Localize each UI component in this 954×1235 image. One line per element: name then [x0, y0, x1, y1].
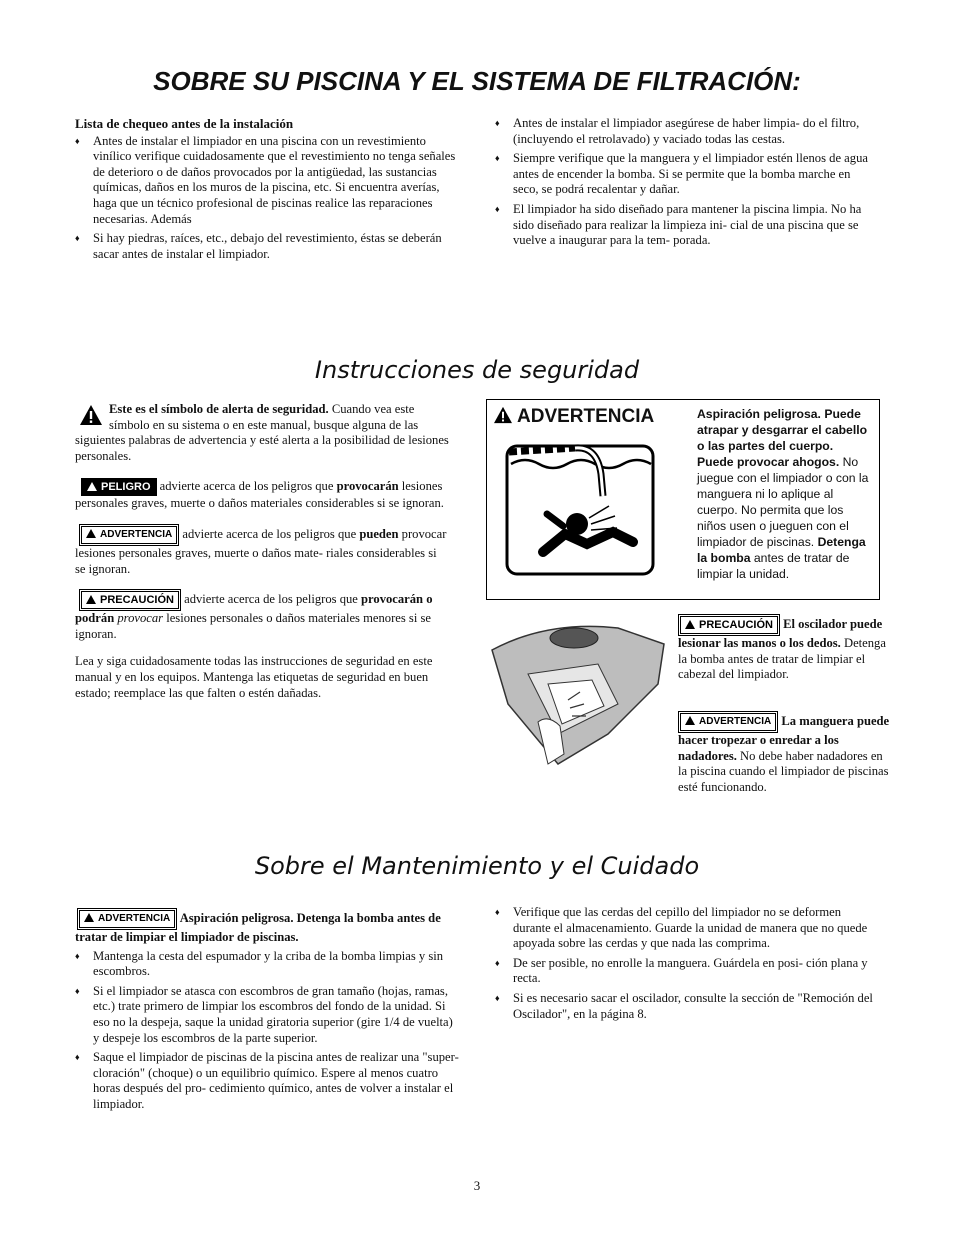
warning-triangle-icon: [84, 913, 94, 922]
advertencia-label: ADVERTENCIA: [100, 528, 173, 540]
warnbox-bold-2: Detenga la bomba: [697, 535, 866, 565]
advertencia-badge: [77, 908, 177, 930]
warnbox-body-2: antes de tratar de limpiar la unidad.: [697, 551, 850, 581]
maintenance-left-column: [75, 908, 460, 1117]
cleaner-head-illustration: [488, 614, 668, 774]
warnbox-header-label: ADVERTENCIA: [517, 406, 655, 427]
list-item: ♦ Saque el limpiador de piscinas de la piscina antes de realizar una "super-cloración" (choque) o un equilibrio químico. Espere al menos cuatro horas después del pro- cedimiento químico, antes de volver a instalar el limpiador.: [75, 1050, 460, 1112]
maintenance-warning: [75, 908, 460, 946]
checklist-left-column: [75, 116, 460, 266]
hose-warning: [678, 711, 890, 795]
page-number: 3: [473, 1178, 481, 1193]
maintenance-right-column: [495, 905, 875, 1026]
oscillator-caution: [678, 614, 890, 683]
advertencia-warning-box: [486, 399, 880, 600]
list-item: ♦ Siempre verifique que la manguera y el limpiador estén llenos de agua antes de encender la bomba. Si se permite que la bomba marche en seco, se podrá recalentar y dañar.: [495, 151, 875, 198]
checklist-right-column: [495, 116, 875, 253]
hose-label: ADVERTENCIA: [699, 716, 772, 727]
precaucion-label: PRECAUCIÓN: [100, 594, 174, 607]
checklist-subtitle: Lista de chequeo antes de la instalación: [75, 116, 294, 131]
peligro-bold: provocarán: [336, 479, 399, 494]
hose-text: No debe haber nadadores en la piscina cuando el limpiador de piscinas esté funcionando.: [678, 748, 889, 794]
warnbox-body: No juegue con el limpiador o con la manguera ni lo aplique al cuerpo. No permita que los niños usen o jueguen con el limpiador de piscinas.: [697, 455, 869, 549]
precaucion-bold: provocarán o podrán: [75, 592, 433, 626]
list-item: ♦ Antes de instalar el limpiador en una piscina con un revestimiento vinílico verifique cuidadosamente que el revestimiento no tenga señales de deterioro o de daños provocados por la antigüedad, las sustancias químicas, daños en los muros de la piscina, etc. Si encuentra averías, haga que un técnico profesional de piscinas realice las reparaciones necesarias. Además: [75, 134, 460, 228]
warning-triangle-icon: [87, 482, 97, 491]
peligro-text-2: lesiones personales graves, muerte o daños materiales considerables si se ignoran.: [75, 479, 444, 511]
peligro-label: PELIGRO: [101, 481, 151, 494]
advertencia-badge: [678, 711, 778, 733]
osc-text: Detenga la bomba antes de tratar de limpiar el cabezal del limpiador.: [678, 636, 886, 681]
precaucion-text: advierte acerca de los peligros que: [180, 592, 362, 607]
advertencia-text: advierte acerca de los peligros que: [179, 526, 360, 541]
advertencia-badge: [79, 524, 179, 546]
peligro-paragraph: [75, 478, 450, 512]
advertencia-text-2: provocar lesiones personales graves, muerte o daños mate- riales considerables si se ignoran.: [75, 526, 447, 576]
warnbox-text: [697, 406, 872, 582]
list-item: ♦ Si hay piedras, raíces, etc., debajo del revestimiento, éstas se deberán sacar antes de instalar el limpiador.: [75, 231, 460, 262]
precaucion-badge: [79, 589, 181, 611]
precaucion-badge: [678, 614, 780, 636]
alert-triangle-icon: [79, 404, 103, 426]
precaucion-text-2: lesiones personales o daños materiales menores si se ignoran.: [75, 611, 431, 641]
peligro-text: advierte acerca de los peligros que: [156, 479, 337, 494]
maint-warn-text: Aspiración peligrosa. Detenga la bomba antes de tratar de limpiar el limpiador de piscinas.: [75, 910, 441, 944]
list-item: ♦ Antes de instalar el limpiador asegúrese de haber limpia- do el filtro, (incluyendo el retrolavado) y vaciado todas las cestas.: [495, 116, 875, 147]
list-item: ♦ Verifique que las cerdas del cepillo del limpiador no se deformen durante el almacenamiento. Guarde la unidad de manera que no quede apoyada sobre las cerdas y que nada las comprima.: [495, 905, 875, 952]
hose-bold: La manguera puede hacer tropezar o enredar a los nadadores.: [678, 713, 890, 763]
warning-triangle-icon: [685, 716, 695, 725]
list-item: ♦ Si el limpiador se atasca con escombros de gran tamaño (hojas, ramas, etc.) trate primero de limpiar los escombros del fondo de la unidad. Si eso no la despeja, saque la unidad giratoria superior (gire 1/4 de vuelta) y despeje los escombros de la parte superior.: [75, 984, 460, 1046]
precaucion-paragraph: [75, 589, 450, 642]
drowning-hazard-icon: [505, 444, 655, 576]
safety-left-column: [75, 402, 450, 711]
alert-triangle-icon: [493, 406, 513, 424]
warning-triangle-icon: [86, 595, 96, 604]
precaucion-italic: provocar: [114, 611, 164, 626]
alert-text: Cuando vea este símbolo en su sistema o en este manual, busque alguna de las siguientes palabras de advertencia y esté alerta a la posibilidad de lesiones personales.: [75, 402, 449, 463]
section-title-safety: Instrucciones de seguridad: [314, 356, 640, 384]
warnbox-header: [493, 406, 654, 428]
closing-paragraph: Lea y siga cuidadosamente todas las instrucciones de seguridad en este manual y en los equipos. Mantenga las etiquetas de seguridad en buen estado; reemplace las que falten o estén dañadas.: [75, 654, 433, 700]
warnbox-bold: Aspiración peligrosa. Puede atrapar y desgarrar el cabello o las partes del cuerpo. Puede provocar ahogos.: [697, 407, 868, 469]
list-item: ♦ Mantenga la cesta del espumador y la criba de la bomba limpias y sin escombros.: [75, 949, 460, 980]
peligro-badge: [81, 478, 157, 496]
osc-label: PRECAUCIÓN: [699, 619, 773, 631]
section-title-pool: SOBRE SU PISCINA Y EL SISTEMA DE FILTRACIÓN:: [153, 66, 801, 96]
list-item: ♦ Si es necesario sacar el oscilador, consulte la sección de "Remoción del Oscilador", en la página 8.: [495, 991, 875, 1022]
warning-triangle-icon: [685, 620, 695, 629]
list-item: ♦ El limpiador ha sido diseñado para mantener la piscina limpia. No ha sido diseñado para realizar la limpieza ini- cial de una piscina que se vuelve a inaugurar para la tem- porada.: [495, 202, 875, 249]
alert-paragraph: [75, 402, 450, 464]
list-item: ♦ De ser posible, no enrolle la manguera. Guárdela en posi- ción plana y recta.: [495, 956, 875, 987]
advertencia-bold: pueden: [359, 526, 399, 541]
maint-warn-label: ADVERTENCIA: [98, 913, 171, 924]
advertencia-paragraph: [75, 524, 450, 577]
alert-bold: Este es el símbolo de alerta de seguridad.: [109, 402, 329, 416]
osc-bold: El oscilador puede lesionar las manos o los dedos.: [678, 616, 883, 650]
warning-triangle-icon: [86, 529, 96, 538]
section-title-maintenance: Sobre el Mantenimiento y el Cuidado: [254, 852, 700, 880]
